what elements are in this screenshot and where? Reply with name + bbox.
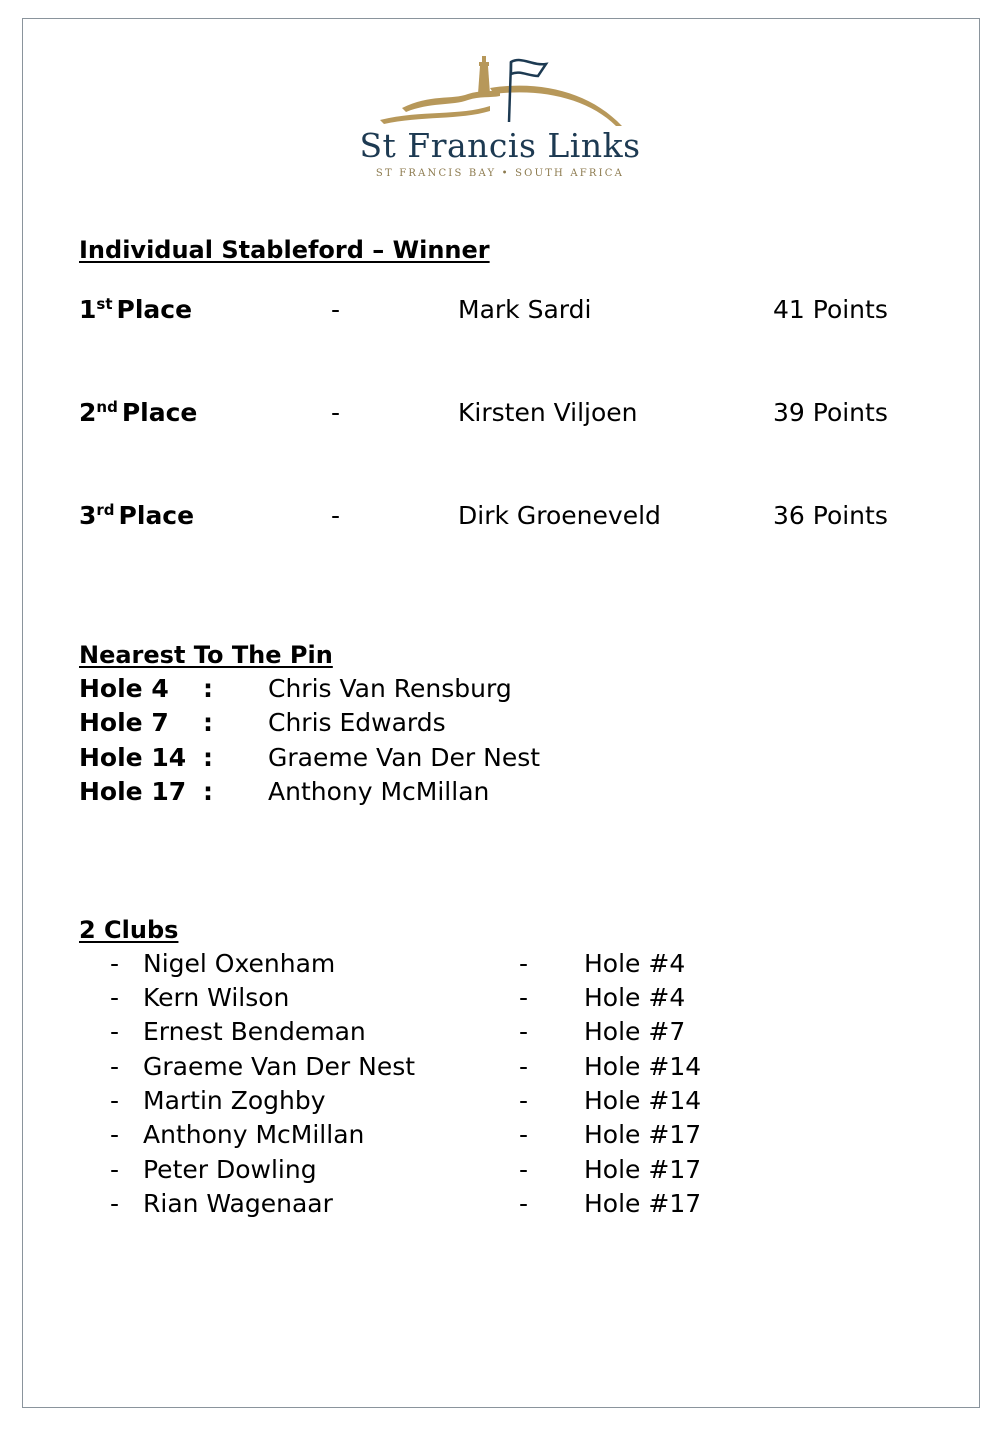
list-bullet: - [110,1086,120,1115]
separator-dash: - [519,1086,529,1115]
pin-row [0,777,1000,811]
club-hole: Hole #4 [584,983,686,1012]
club-winner: Peter Dowling [143,1155,317,1184]
separator-dash: - [519,1017,529,1046]
separator-dash: - [519,1155,529,1184]
separator-dash: - [331,398,341,427]
lighthouse-flag-icon [340,50,660,130]
club-row [0,983,1000,1017]
club-winner: Martin Zoghby [143,1086,326,1115]
list-bullet: - [110,949,120,978]
pin-row [0,743,1000,777]
club-winner: Nigel Oxenham [143,949,336,978]
list-bullet: - [110,1052,120,1081]
club-row [0,1052,1000,1086]
pin-row [0,674,1000,708]
club-winner: Graeme Van Der Nest [143,1052,416,1081]
winner-name: Mark Sardi [458,295,592,324]
separator-dash: - [519,1120,529,1149]
nearest-pin-heading: Nearest To The Pin [79,641,333,669]
pin-row [0,708,1000,742]
club-winner: Kern Wilson [143,983,290,1012]
club-hole: Hole #14 [584,1052,702,1081]
winner-points: 41 Points [773,295,888,324]
place-row-2 [0,398,1000,434]
two-clubs-heading: 2 Clubs [79,916,179,944]
pin-winner: Chris Edwards [268,708,446,737]
pin-colon: : [203,777,213,806]
pin-colon: : [203,708,213,737]
st-francis-links-logo [340,50,660,190]
separator-dash: - [519,1189,529,1218]
list-bullet: - [110,983,120,1012]
club-row [0,1189,1000,1223]
club-hole: Hole #17 [584,1189,702,1218]
separator-dash: - [331,295,341,324]
club-row [0,1086,1000,1120]
pin-hole: Hole 17 [79,777,187,806]
winner-points: 36 Points [773,501,888,530]
list-bullet: - [110,1120,120,1149]
club-hole: Hole #4 [584,949,686,978]
logo-subtitle: ST FRANCIS BAY • SOUTH AFRICA [375,168,625,179]
pin-winner: Graeme Van Der Nest [268,743,541,772]
list-bullet: - [110,1189,120,1218]
place-label: 2nd Place [79,398,198,427]
pin-hole: Hole 7 [79,708,169,737]
place-row-3 [0,501,1000,537]
club-row [0,949,1000,983]
pin-colon: : [203,743,213,772]
club-row [0,1120,1000,1154]
club-hole: Hole #17 [584,1155,702,1184]
logo-title: St Francis Links [359,126,641,165]
winner-points: 39 Points [773,398,888,427]
separator-dash: - [519,949,529,978]
pin-winner: Anthony McMillan [268,777,490,806]
club-hole: Hole #17 [584,1120,702,1149]
place-label: 1st Place [79,295,193,324]
place-row-1 [0,295,1000,331]
club-row [0,1155,1000,1189]
separator-dash: - [331,501,341,530]
place-label: 3rd Place [79,501,195,530]
list-bullet: - [110,1155,120,1184]
pin-hole: Hole 4 [79,674,169,703]
pin-winner: Chris Van Rensburg [268,674,512,703]
club-winner: Anthony McMillan [143,1120,365,1149]
club-hole: Hole #14 [584,1086,702,1115]
winner-name: Kirsten Viljoen [458,398,638,427]
pin-colon: : [203,674,213,703]
list-bullet: - [110,1017,120,1046]
club-winner: Rian Wagenaar [143,1189,333,1218]
club-row [0,1017,1000,1051]
separator-dash: - [519,983,529,1012]
pin-hole: Hole 14 [79,743,187,772]
separator-dash: - [519,1052,529,1081]
winner-name: Dirk Groeneveld [458,501,661,530]
club-hole: Hole #7 [584,1017,686,1046]
stableford-heading: Individual Stableford – Winner [79,236,490,264]
club-winner: Ernest Bendeman [143,1017,366,1046]
